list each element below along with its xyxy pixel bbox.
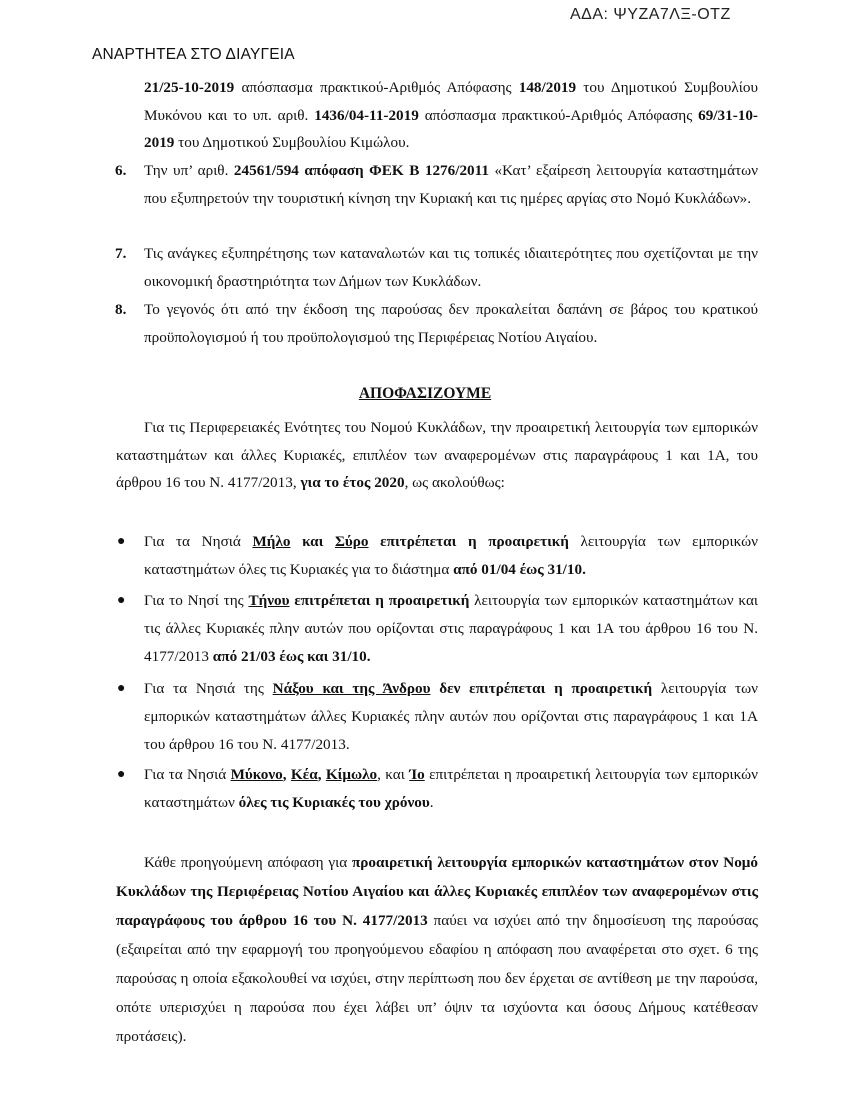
text-run: Για τα Νησιά της	[144, 680, 273, 697]
text-run: Τήνου	[248, 592, 290, 609]
bullet-dot-icon: ●	[117, 534, 126, 549]
text-run: επιτρέπεται η προαιρετική	[289, 592, 470, 609]
text-run: Για τα Νησιά	[144, 533, 253, 550]
text-run: προαιρετική λειτουργία εμπορικών καταστημάτων στον Νομό Κυκλάδων της Περιφέρειας Νοτίου Αιγαίου και άλλες Κυριακές επιπλέον των αναφερομένων στις παραγράφους του άρθρου 16 του Ν. 4177/2013	[116, 854, 758, 929]
bullet-dot-icon: ●	[117, 593, 126, 608]
item-text	[144, 301, 758, 346]
bullet-naxos-andros	[117, 675, 758, 759]
text-run: λειτουργία των εμπορικών καταστημάτων όλες τις Κυριακές για το διάστημα	[144, 533, 758, 578]
text-run: Κίμωλο	[325, 766, 378, 783]
text-run: δεν επιτρέπεται η προαιρετική	[430, 680, 653, 697]
text-run: από 01/04 έως 31/10.	[453, 561, 586, 578]
item-text	[144, 162, 758, 207]
ada-code: ΑΔΑ: ΨΥΖΑ7ΛΞ-ΟΤΖ	[570, 6, 731, 23]
posted-to-diavgeia-label: ΑΝΑΡΤΗΤΕΑ ΣΤΟ ΔΙΑΥΓΕΙΑ	[92, 46, 295, 63]
text-run: Για το Νησί της	[144, 592, 249, 609]
bullet-text	[144, 592, 758, 665]
text-run: Για τα Νησιά	[144, 766, 231, 783]
text-run: 24561/594 απόφαση ΦΕΚ Β 1276/2011	[233, 162, 489, 179]
intro-paragraph	[116, 414, 758, 497]
bullet-milos-syros	[117, 528, 758, 584]
bullet-dot-icon: ●	[117, 767, 126, 782]
text-run: απόσπασμα πρακτικού-Αριθμός Απόφασης	[234, 79, 519, 96]
text-run: επιτρέπεται η προαιρετική	[368, 533, 569, 550]
bullet-dot-icon: ●	[117, 681, 126, 696]
bullet-text	[144, 766, 758, 811]
text-run: λειτουργία των εμπορικών καταστημάτων άλλες Κυριακές πλην αυτών που ορίζονται στις παραγράφους 1 και 1Α του άρθρου 16 του Ν. 4177/2013.	[144, 680, 758, 753]
text-run: Την υπ’ αριθ.	[144, 162, 234, 179]
text-run: 69/31-10-2019	[144, 106, 758, 151]
text-run: Κέα	[290, 766, 318, 783]
item-number: 8.	[115, 301, 127, 318]
text-run: όλες τις Κυριακές του χρόνου	[238, 794, 430, 811]
text-run: για το έτος 2020	[300, 474, 405, 491]
text-run: επιτρέπεται η προαιρετική λειτουργία των εμπορικών καταστημάτων	[144, 766, 759, 811]
text-run: Σύρο	[334, 533, 369, 550]
text-run: λειτουργία των εμπορικών καταστημάτων και τις άλλες Κυριακές πλην αυτών που ορίζονται στις παραγράφους 1 και 1Α του άρθρου 16 του Ν. 4177/2013	[144, 592, 758, 665]
item-text	[144, 245, 758, 290]
text-run: του Δημοτικού Συμβουλίου Κιμώλου.	[174, 134, 410, 151]
bullet-text	[144, 680, 758, 753]
text-run: παύει να ισχύει από την δημοσίευση της παρούσας (εξαιρείται από την εφαρμογή του προηγούμενου εδαφίου η απόφαση που αναφέρεται στο σχετ. 6 της παρούσας η οποία εξακολουθεί να ισχύει, στην περίπτωση που δεν έρχεται σε αντίθεση με την παρούσα, οπότε υπερισχύει η παρούσα που έχει λάβει υπ’ όψιν τα ισχύοντα και όσους Δήμους κατέθεσαν προτάσεις).	[116, 912, 758, 1045]
final-paragraph	[116, 848, 758, 1051]
text-run: 148/2019	[518, 79, 577, 96]
text-run: 21/25-10-2019	[144, 79, 235, 96]
text-run: Το γεγονός ότι από την έκδοση της παρούσας δεν προκαλείται δαπάνη σε βάρος του κρατικού προϋπολογισμού ή του προϋπολογισμού της Περιφέρειας Νοτίου Αιγαίου.	[144, 301, 758, 346]
text-run: Μήλο	[252, 533, 291, 550]
text-run: «Κατ’ εξαίρεση λειτουργία καταστημάτων που εξυπηρετούν την τουριστική κίνηση την Κυριακή και τις ημέρες αργίας στο Νομό Κυκλάδων».	[144, 162, 758, 207]
text-run: Μύκονο	[230, 766, 283, 783]
numbered-item-7	[115, 240, 758, 295]
numbered-item-8	[115, 296, 758, 351]
item-number: 6.	[115, 162, 127, 179]
text-run: απόσπασμα πρακτικού-Αριθμός Απόφασης	[418, 106, 699, 124]
continuation-paragraph	[144, 74, 758, 157]
text-run: 1436/04-11-2019	[314, 106, 419, 124]
text-run: και	[290, 533, 335, 550]
text-run: .	[429, 794, 434, 811]
text-run: από 21/03 έως και 31/10.	[212, 648, 371, 665]
bullet-mykonos-kea-kimolos-ios	[117, 761, 759, 817]
text-run: Κάθε προηγούμενη απόφαση για	[144, 854, 352, 871]
text-run: Τις ανάγκες εξυπηρέτησης των καταναλωτών και τις τοπικές ιδιαιτερότητες που σχετίζονται με την οικονομική δραστηριότητα των Δήμων των Κυκλάδων.	[144, 245, 758, 290]
bullet-tinos	[117, 587, 758, 671]
text-run: του Δημοτικού Συμβουλίου Μυκόνου και το υπ. αριθ.	[144, 79, 758, 124]
text-run: ,	[282, 766, 291, 783]
text-run: Για τις Περιφερειακές Ενότητες του Νομού Κυκλάδων, την προαιρετική λειτουργία των εμπορικών καταστημάτων και άλλες Κυριακές, επιπλέον των αναφερομένων στις παραγράφους 1 και 1Α, του άρθρου 16 του Ν. 4177/2013,	[116, 419, 758, 491]
item-number: 7.	[115, 245, 127, 262]
text-run: , ως ακολούθως:	[404, 474, 505, 491]
numbered-item-6	[115, 157, 758, 212]
text-run: Νάξου και της Άνδρου	[272, 680, 431, 697]
text-run: Ίο	[409, 766, 425, 783]
decision-heading: ΑΠΟΦΑΣΙΖΟΥΜΕ	[358, 385, 492, 402]
bullet-text	[144, 533, 758, 578]
text-run: ,	[317, 766, 326, 783]
text-run: , και	[377, 766, 410, 783]
